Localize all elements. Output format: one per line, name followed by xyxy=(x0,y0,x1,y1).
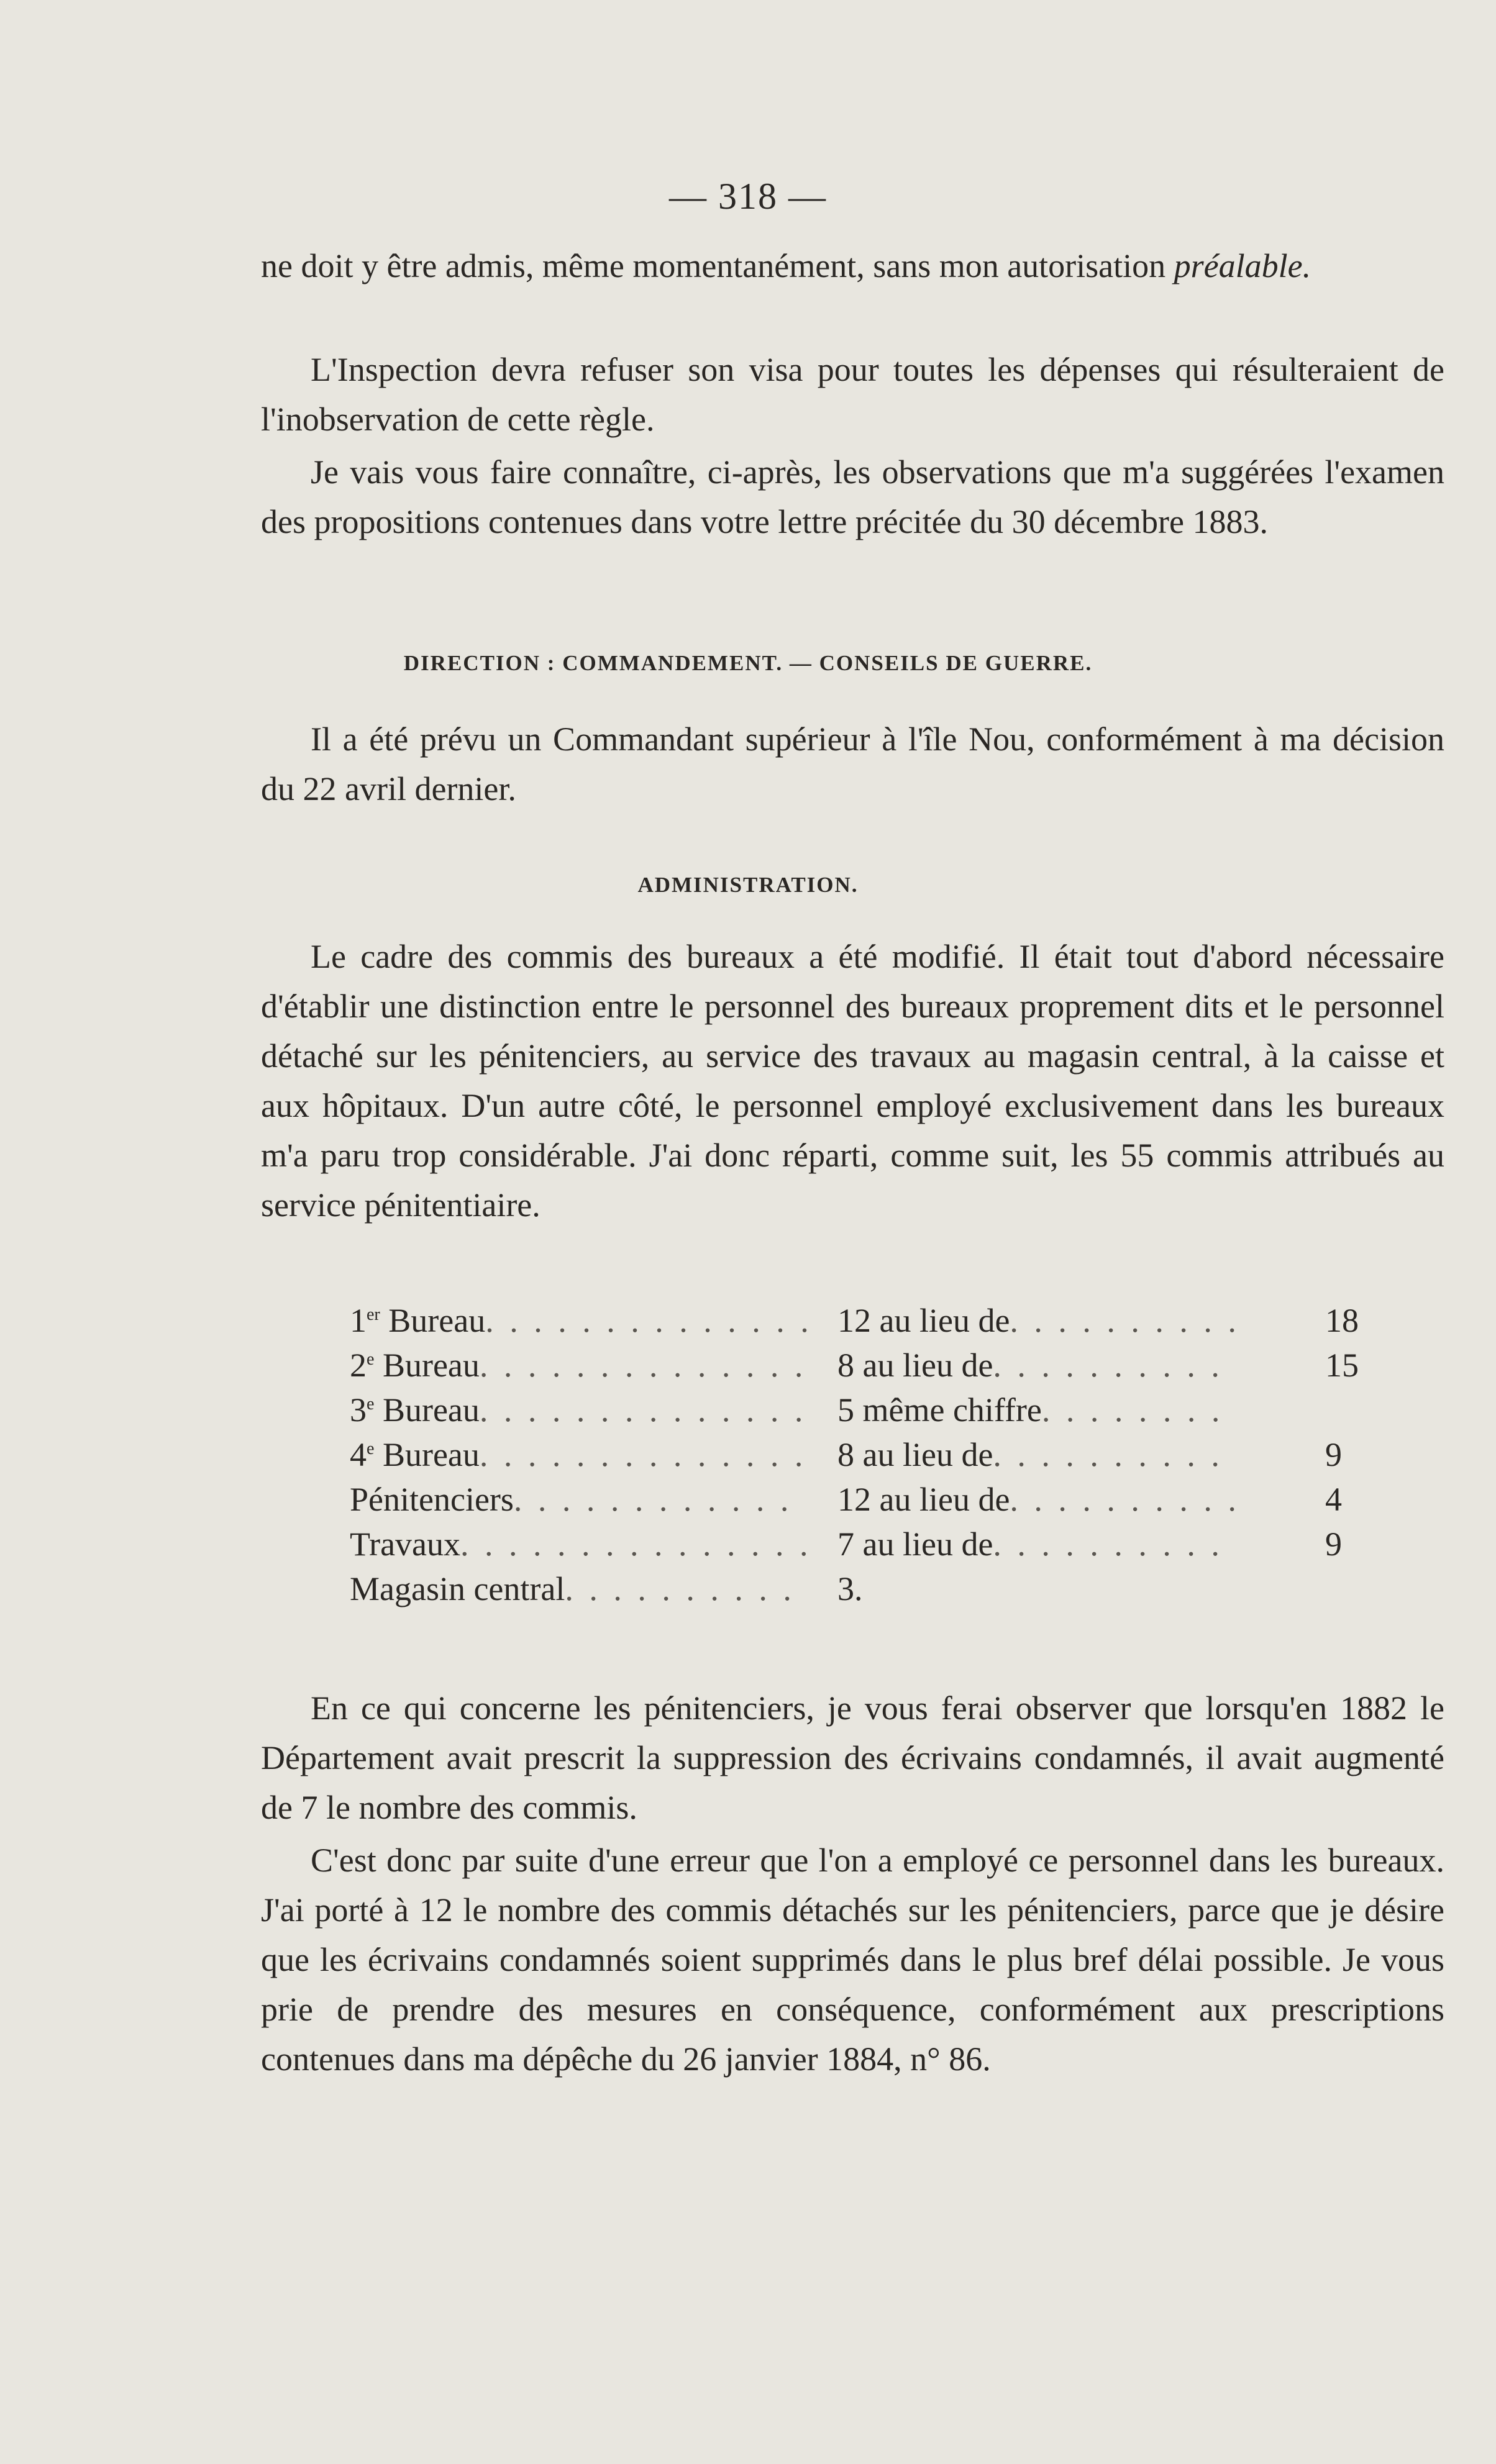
row-label: 4e Bureau. . . . . . . . . . . . . . xyxy=(350,1436,807,1473)
paragraph-observations: Je vais vous faire connaître, ci-après, les observations que m'a suggérées l'examen des propositions contenues dans votre lettre précitée du 30 décembre 1883. xyxy=(261,453,1444,540)
section-heading-direction: DIRECTION : COMMANDEMENT. — CONSEILS DE GUERRE. xyxy=(403,651,1093,675)
row-change: 12 au lieu de. . . . . . . . . . xyxy=(837,1302,1240,1339)
paragraph-text: ne doit y être admis, même momentanément, sans mon autorisation xyxy=(261,247,1174,284)
paragraph-administration: Le cadre des commis des bureaux a été modifié. Il était tout d'abord nécessaire d'établir une distinction entre le personnel des bureaux proprement dits et le personnel détaché sur les pénitenciers, au service des travaux au magasin central, à la caisse et aux hôpitaux. D'un autre côté, le personnel employé exclusivement dans les bureaux m'a paru trop considérable. J'ai donc réparti, comme suit, les 55 commis attribués au service pénitentiaire. xyxy=(261,938,1444,1224)
row-label: 2e Bureau. . . . . . . . . . . . . . xyxy=(350,1347,807,1384)
row-change: 3. xyxy=(837,1570,863,1607)
staff-distribution-table xyxy=(350,1298,1375,1611)
table-row xyxy=(350,1477,1375,1522)
table-row xyxy=(350,1298,1375,1343)
paragraph-continuation xyxy=(261,241,1444,291)
table-row xyxy=(350,1432,1375,1477)
row-label: Magasin central. . . . . . . . . . xyxy=(350,1570,795,1607)
row-change: 5 même chiffre. . . . . . . . xyxy=(837,1391,1224,1429)
table-row xyxy=(350,1566,1375,1611)
table-row xyxy=(350,1388,1375,1432)
page-number: — 318 — xyxy=(669,176,827,217)
row-label: Pénitenciers. . . . . . . . . . . . xyxy=(350,1481,793,1518)
row-change: 8 au lieu de. . . . . . . . . . xyxy=(837,1347,1223,1384)
row-previous-count: 9 xyxy=(1325,1436,1342,1473)
paragraph-inspection: L'Inspection devra refuser son visa pour toutes les dépenses qui résulteraient de l'inobservation de cette règle. xyxy=(261,351,1444,438)
table-row xyxy=(350,1343,1375,1388)
table-row xyxy=(350,1522,1375,1566)
row-previous-count: 15 xyxy=(1325,1347,1359,1384)
row-label: Travaux. . . . . . . . . . . . . . . xyxy=(350,1525,812,1563)
row-previous-count: 18 xyxy=(1325,1302,1359,1339)
row-label: 1er Bureau. . . . . . . . . . . . . . xyxy=(350,1302,813,1339)
row-change: 8 au lieu de. . . . . . . . . . xyxy=(837,1436,1223,1473)
italic-word: préalable. xyxy=(1174,247,1311,284)
row-change: 12 au lieu de. . . . . . . . . . xyxy=(837,1481,1240,1518)
paragraph-conclusion: C'est donc par suite d'une erreur que l'on a employé ce personnel dans les bureaux. J'ai porté à 12 le nombre des commis détachés sur les pénitenciers, parce que je désire que les écrivains condamnés soient supprimés dans le plus bref délai possible. Je vous prie de prendre des mesures en conséquence, conformément aux prescriptions contenues dans ma dépêche du 26 janvier 1884, n° 86. xyxy=(261,1842,1444,2078)
row-previous-count: 4 xyxy=(1325,1481,1342,1518)
row-previous-count: 9 xyxy=(1325,1525,1342,1563)
row-label: 3e Bureau. . . . . . . . . . . . . . xyxy=(350,1391,807,1429)
paragraph-penitenciers: En ce qui concerne les pénitenciers, je vous ferai observer que lorsqu'en 1882 le Département avait prescrit la suppression des écrivains condamnés, il avait augmenté de 7 le nombre des commis. xyxy=(261,1689,1444,1826)
section-heading-administration: ADMINISTRATION. xyxy=(637,873,859,897)
row-change: 7 au lieu de. . . . . . . . . . xyxy=(837,1525,1223,1563)
paragraph-direction: Il a été prévu un Commandant supérieur à l'île Nou, conformément à ma décision du 22 avril dernier. xyxy=(261,721,1444,807)
